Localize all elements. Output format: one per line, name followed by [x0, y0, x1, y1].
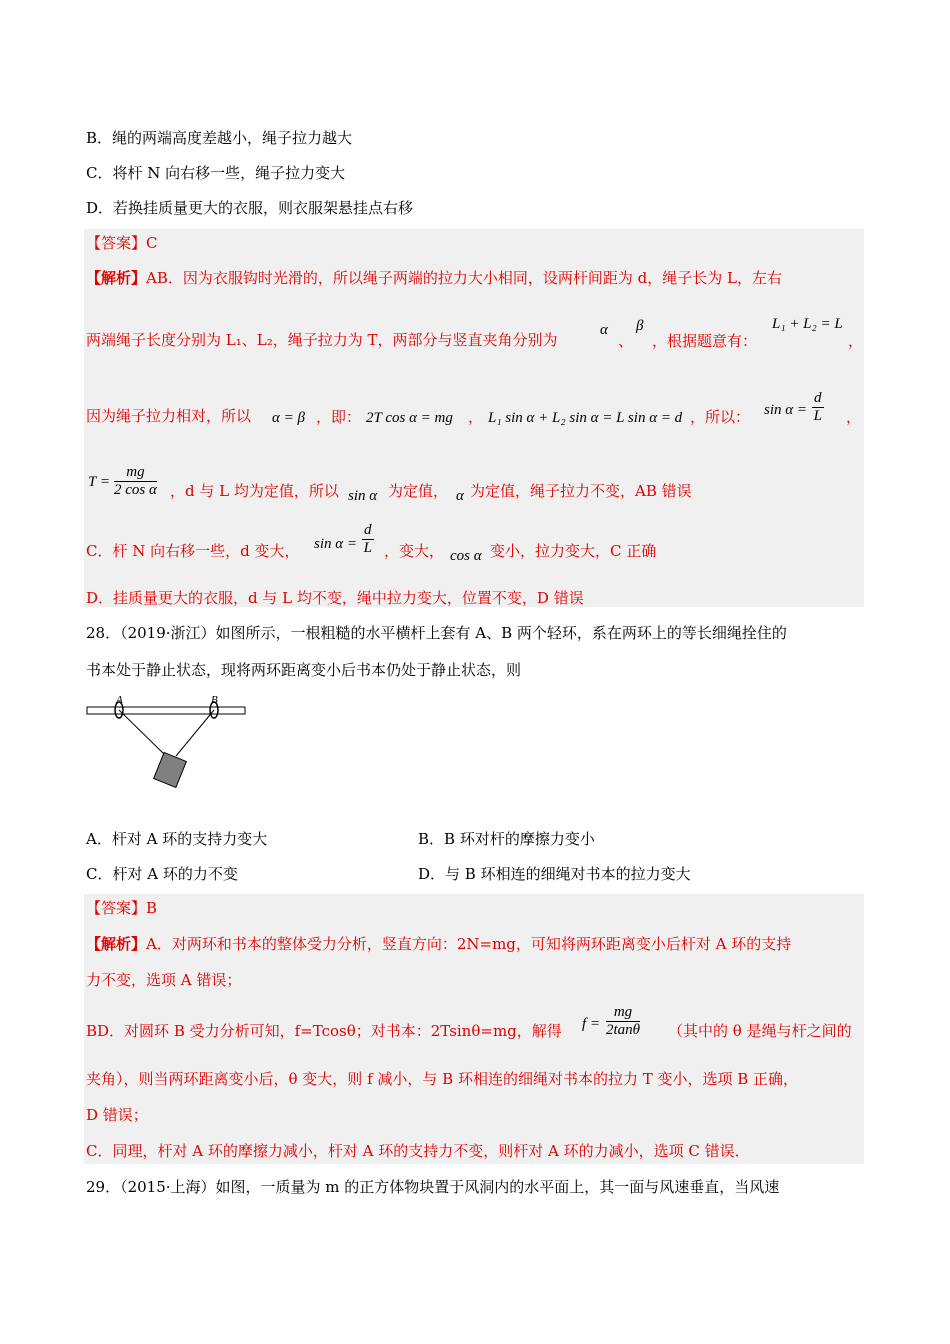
math-2tcos: 2T cos α = mg: [366, 410, 453, 426]
math-lsin: L₁ sin α + L₂ sin α = L sin α = d: [488, 410, 683, 426]
q28-stem-line-2: 书本处于静止状态，现将两环距离变小后书本仍处于静止状态，则: [86, 661, 522, 679]
q28-stem-line-1: 28．（2019·浙江）如图所示，一根粗糙的水平横杆上套有 A、B 两个轻环，系在两环上的等长细绳拴住的: [86, 624, 787, 642]
q27-explanation-line-3: 因为绳子拉力相对，所以: [86, 407, 252, 425]
rod-rings-book-diagram: [86, 690, 251, 795]
label-a: A: [116, 694, 123, 706]
q28-option-b: B．B 环对杆的摩擦力变小: [418, 830, 595, 848]
q29-stem-line-1: 29．（2015·上海）如图，一质量为 m 的正方体物块置于风洞内的水平面上，其一面与风速垂直，当风速: [86, 1178, 780, 1196]
math-alpha: α: [600, 322, 608, 338]
q27-explanation-line-1: 【解析】AB．因为衣服钩时光滑的，所以绳子两端的拉力大小相同，设两杆间距为 d，绳子长为 L，左右: [86, 269, 782, 287]
math-t-eq: T =: [88, 474, 110, 490]
q28-explanation-label: 【解析】: [86, 935, 147, 953]
q27-answer: 【答案】C: [86, 234, 158, 252]
q28-option-c: C．杆对 A 环的力不变: [86, 865, 238, 883]
rope-a: [119, 710, 166, 756]
math-alpha-2: α: [456, 488, 464, 504]
rope-b: [176, 710, 214, 756]
q28-explanation-line-2: 力不变，选项 A 错误；: [86, 971, 242, 989]
math-beta: β: [636, 318, 644, 334]
q27-explanation-label: 【解析】: [86, 269, 147, 287]
math-d-over-l-2: $\frac{d}{L}$: [363, 522, 372, 556]
horizontal-rod: [87, 707, 245, 714]
math-f-eq: f =: [582, 1016, 601, 1032]
math-l1-plus-l2: L₁ + L₂ = L: [772, 316, 843, 332]
math-d-over-l: $\frac{d}{L}$: [813, 390, 822, 424]
math-mg-over-2cos: $\frac{mg}{\text{2 cos α}}$: [114, 464, 157, 498]
math-sin-alpha: sin α =: [764, 402, 808, 418]
q28-answer: 【答案】B: [86, 899, 158, 917]
q28-explanation-line-6: C．同理，杆对 A 环的摩擦力减小，杆对 A 环的支持力不变，则杆对 A 环的力减小，选项 C 错误．: [86, 1142, 750, 1160]
math-sin-alpha-2: sin α: [348, 488, 378, 504]
q27-option-b: B．绳的两端高度差越小，绳子拉力越大: [86, 129, 353, 147]
label-b: B: [211, 694, 218, 706]
q28-explanation-line-3: BD．对圆环 B 受力分析可知，f=Tcosθ；对书本：2Tsinθ=mg，解得: [86, 1022, 562, 1040]
q28-explanation-line-1: 【解析】A．对两环和书本的整体受力分析，竖直方向：2N=mg，可知将两环距离变小后杆对 A 环的支持: [86, 935, 792, 953]
math-alpha-eq-beta: α = β: [272, 410, 305, 426]
q28-figure: [86, 690, 251, 795]
q28-explanation-line-4: 夹角），则当两环距离变小后，θ 变大，则 f 减小，与 B 环相连的细绳对书本的拉力 T 变小，选项 B 正确，: [86, 1070, 799, 1088]
q27-option-c: C．将杆 N 向右移一些，绳子拉力变大: [86, 164, 346, 182]
q27-explanation-line-2: 两端绳子长度分别为 L₁、L₂，绳子拉力为 T，两部分与竖直夹角分别为: [86, 331, 558, 349]
math-sin-alpha-3: sin α =: [314, 536, 358, 552]
q27-explanation-line-6: D．挂质量更大的衣服，d 与 L 均不变，绳中拉力变大，位置不变，D 错误: [86, 589, 584, 607]
q28-explanation-line-5: D 错误；: [86, 1106, 148, 1124]
math-cos-alpha: cos α: [450, 548, 482, 564]
book: [154, 753, 187, 788]
q28-option-a: A．杆对 A 环的支持力变大: [86, 830, 268, 848]
math-mg-over-2tan: $\frac{mg}{2\tan\theta}$: [606, 1004, 641, 1038]
q28-option-d: D．与 B 环相连的细绳对书本的拉力变大: [418, 865, 691, 883]
q27-option-d: D．若换挂质量更大的衣服，则衣服架悬挂点右移: [86, 199, 414, 217]
